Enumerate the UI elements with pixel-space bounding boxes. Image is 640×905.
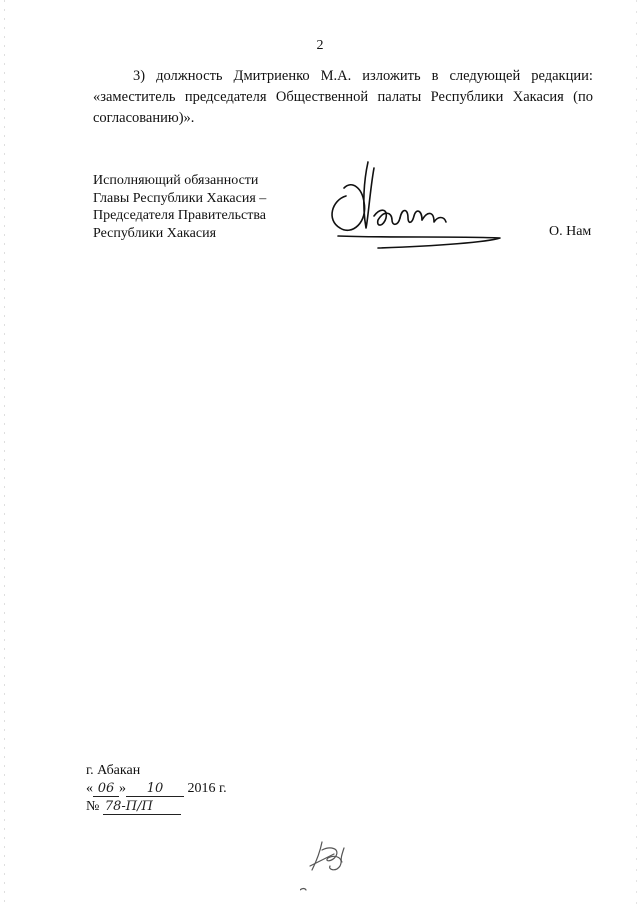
- word: в: [431, 68, 439, 84]
- amendment-line-3: согласованию)».: [93, 110, 195, 126]
- date-open-quote: «: [86, 781, 93, 796]
- word: Общественной: [275, 89, 369, 105]
- scan-edge-left: [4, 0, 5, 905]
- amendment-line-1: [93, 66, 593, 87]
- date-month: 10: [126, 782, 184, 797]
- word: М.А.: [320, 68, 352, 84]
- footer-city: г. Абакан: [86, 763, 141, 778]
- word: следующей: [449, 68, 521, 84]
- word: палаты: [377, 89, 422, 105]
- date-year: 2016 г.: [187, 781, 227, 796]
- date-day: 06: [93, 782, 119, 797]
- word: «заместитель: [93, 89, 176, 105]
- date-close-quote: »: [119, 781, 126, 796]
- page-number: 2: [316, 38, 324, 53]
- signer-title-line: Исполняющий обязанности: [93, 173, 259, 188]
- number-label: №: [86, 799, 100, 814]
- word: редакции:: [531, 68, 593, 84]
- number-value: 78-П/П: [103, 800, 181, 815]
- word: Республики: [430, 89, 504, 105]
- document-footer: [86, 762, 227, 816]
- footer-number: [86, 798, 227, 816]
- amendment-paragraph: [93, 66, 593, 129]
- word: должность: [156, 68, 223, 84]
- handwritten-initials: [300, 832, 360, 892]
- signer-title-line: Председателя Правительства: [93, 208, 267, 223]
- handwritten-signature: [318, 150, 518, 260]
- scan-edge-right: [636, 0, 637, 905]
- amendment-line-2: [93, 87, 593, 108]
- signer-name: О. Нам: [549, 224, 592, 239]
- word: председателя: [184, 89, 267, 105]
- footer-date: [86, 780, 227, 798]
- word: Дмитриенко: [233, 68, 310, 84]
- signer-title-line: Республики Хакасия: [93, 225, 217, 241]
- word: (по: [573, 89, 593, 105]
- word: 3): [133, 68, 146, 84]
- signer-title-block: [93, 172, 313, 242]
- word: Хакасия: [512, 89, 564, 105]
- signer-title-line: Главы Республики Хакасия –: [93, 190, 267, 206]
- word: изложить: [362, 68, 421, 84]
